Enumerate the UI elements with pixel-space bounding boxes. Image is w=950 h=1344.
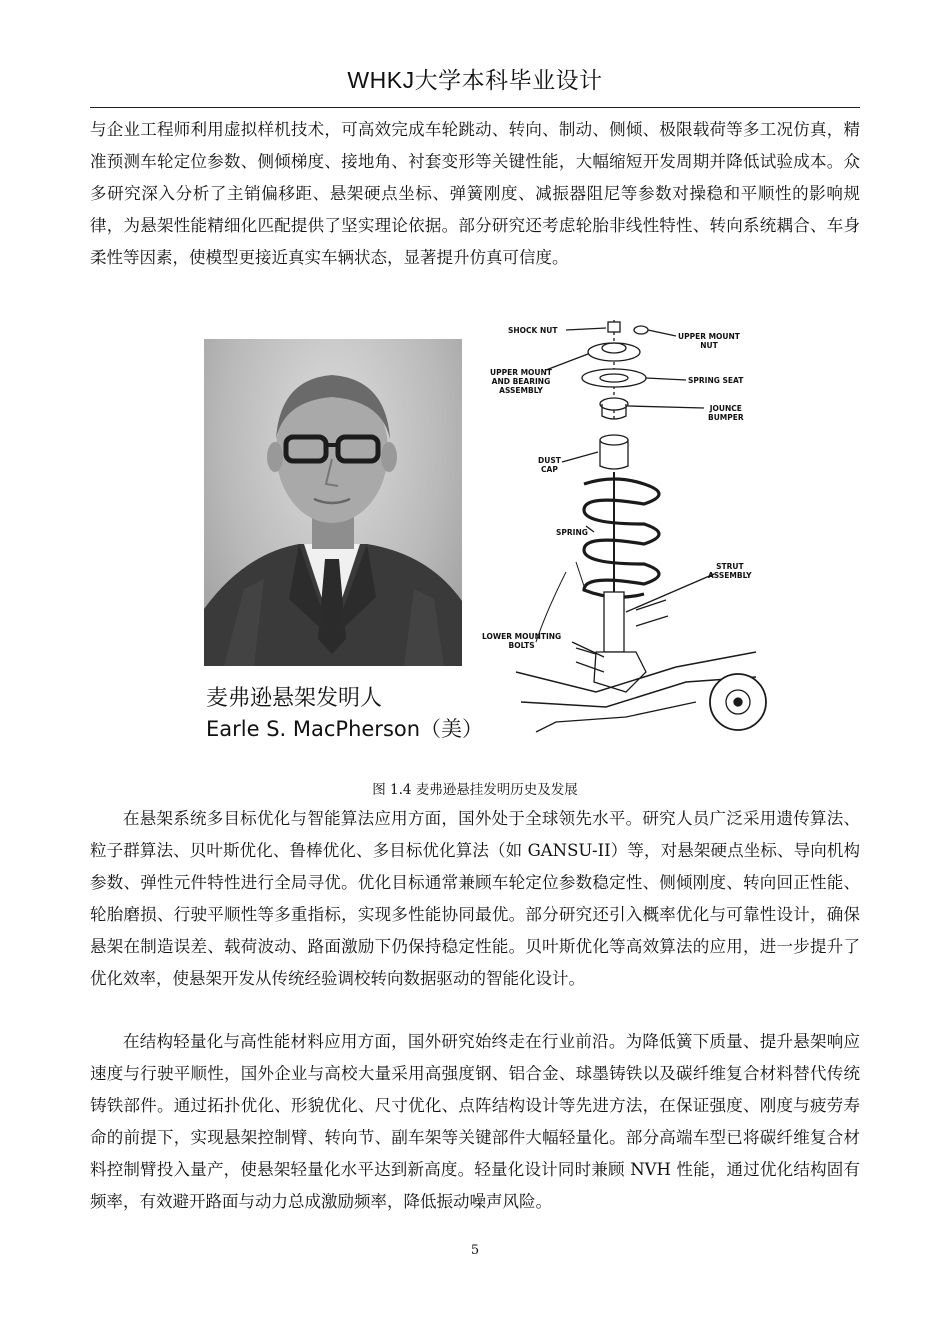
header-rule — [90, 107, 860, 108]
portrait-drawing — [204, 339, 462, 666]
page-number: 5 — [470, 1243, 480, 1258]
strut-diagram — [476, 312, 786, 760]
portrait-caption-cn: 麦弗逊悬架发明人 — [206, 686, 383, 711]
label-shock-nut: SHOCK NUT — [508, 326, 558, 335]
label-spring-seat: SPRING SEAT — [688, 376, 744, 385]
page-header-title: WHKJ大学本科毕业设计 — [347, 67, 603, 93]
portrait-photo — [204, 339, 462, 666]
label-spring: SPRING — [556, 528, 588, 537]
label-lower-mounting-bolts: LOWER MOUNTING BOLTS — [482, 632, 562, 650]
portrait-caption-en: Earle S. MacPherson（美） — [206, 717, 484, 741]
label-dust-cap: DUST CAP — [538, 456, 561, 474]
label-upper-mount-nut: UPPER MOUNT NUT — [678, 332, 740, 350]
figure-caption: 图 1.4 麦弗逊悬挂发明历史及发展 — [372, 782, 578, 798]
label-strut-assembly: STRUT ASSEMBLY — [708, 562, 752, 580]
paragraph-3: 在结构轻量化与高性能材料应用方面，国外研究始终走在行业前沿。为降低簧下质量、提升悬架响应速度与行驶平顺性，国外企业与高校大量采用高强度钢、铝合金、球墨铸铁以及碳纤维复合材料替代传统铸铁部件。通过拓扑优化、形貌优化、尺寸优化、点阵结构设计等先进方法，在保证强度、刚度与疲劳寿命的前提下，实现悬架控制臂、转向节、副车架等关键部件大幅轻量化。部分高端车型已将碳纤维复合材料控制臂投入量产，使悬架轻量化水平达到新高度。轻量化设计同时兼顾 NVH 性能，通过优化结构固有频率，有效避开路面与动力总成激励频率，降低振动噪声风险。 — [90, 1032, 860, 1211]
paragraph-1: 与企业工程师利用虚拟样机技术，可高效完成车轮跳动、转向、制动、侧倾、极限载荷等多工况仿真，精准预测车轮定位参数、侧倾梯度、接地角、衬套变形等关键性能，大幅缩短开发周期并降低试验成本。众多研究深入分析了主销偏移距、悬架硬点坐标、弹簧刚度、减振器阻尼等参数对操稳和平顺性的影响规律，为悬架性能精细化匹配提供了坚实理论依据。部分研究还考虑轮胎非线性特性、转向系统耦合、车身柔性等因素，使模型更接近真实车辆状态，显著提升仿真可信度。 — [90, 120, 860, 267]
label-jounce-bumper: JOUNCE BUMPER — [708, 404, 744, 422]
paragraph-2: 在悬架系统多目标优化与智能算法应用方面，国外处于全球领先水平。研究人员广泛采用遗传算法、粒子群算法、贝叶斯优化、鲁棒优化、多目标优化算法（如 GANSU-II）等，对悬架硬点坐标、导向机构参数、弹性元件特性进行全局寻优。优化目标通常兼顾车轮定位参数稳定性、侧倾刚度、转向回正性能、轮胎磨损、行驶平顺性等多重指标，实现多性能协同最优。部分研究还引入概率优化与可靠性设计，确保悬架在制造误差、载荷波动、路面激励下仍保持稳定性能。贝叶斯优化等高效算法的应用，进一步提升了优化效率，使悬架开发从传统经验调校转向数据驱动的智能化设计。 — [90, 809, 860, 988]
label-upper-mount-bearing: UPPER MOUNT AND BEARING ASSEMBLY — [490, 368, 552, 395]
